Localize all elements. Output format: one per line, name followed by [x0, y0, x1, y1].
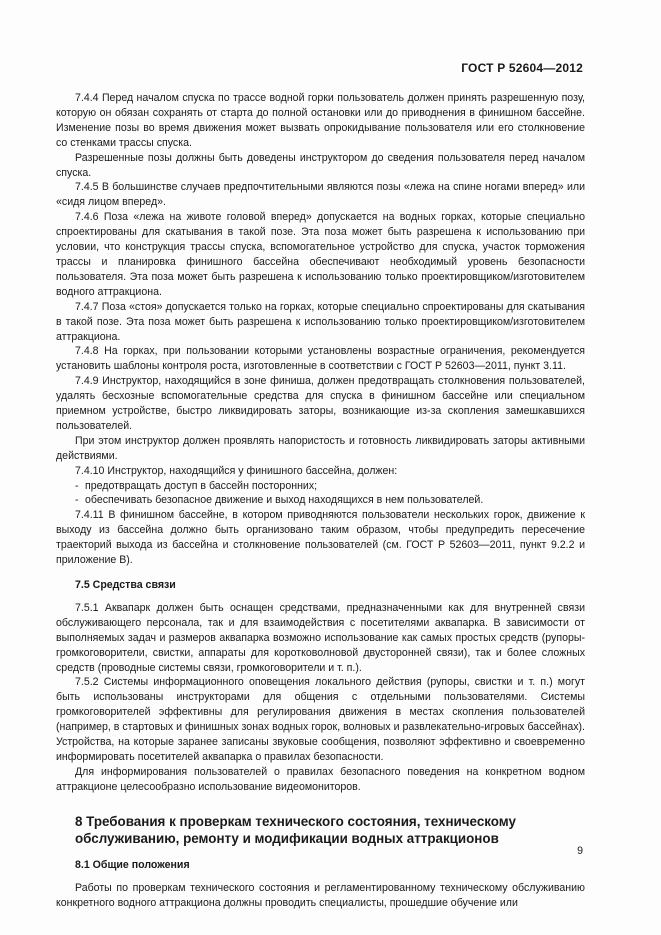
page-number: 9 [577, 845, 583, 857]
paragraph-allowed-poses: Разрешенные позы должны быть доведены инструктором до сведения пользователя перед началом спуска. [56, 151, 585, 179]
paragraph-7-4-5: 7.4.5 В большинстве случаев предпочтительными являются позы «лежа на спине ногами вперед» или «сидя лицом вперед». [56, 181, 585, 209]
subsection-heading-7-5: 7.5 Средства связи [75, 579, 176, 591]
page-content [56, 91, 585, 910]
paragraph-7-4-4: 7.4.4 Перед началом спуска по трассе водной горки пользователь должен принять разрешенную позу, которую он обязан сохранять от старта до полной остановки или до приводнения в финишном бассейне. Изменение позы во время движения может вызвать опрокидывание пользователя или его столкновение со стенками трассы спуска. [56, 92, 585, 149]
document-number-header: ГОСТ Р 52604—2012 [461, 61, 583, 75]
list-item [56, 493, 585, 508]
paragraph-7-5-1: 7.5.1 Аквапарк должен быть оснащен средствами, предназначенными как для внутренней связи обслуживающего персонала, так и для взаимодействия с посетителями аквапарка. В зависимости от выполняемых задач и размеров аквапарка возможно использование как самых простых средств (рупоры-громкоговорители, свистки, аппараты для коротковолновой двусторонней связи), так и более сложных средств (проводные системы связи, громкоговорители и т. п.). [56, 601, 585, 674]
section-heading-8-line2: обслуживанию, ремонту и модификации водных аттракционов [75, 831, 499, 847]
list-marker: - [75, 479, 79, 492]
paragraph-instructor-action: При этом инструктор должен проявлять напористость и готовность ликвидировать заторы активными действиями. [56, 434, 585, 462]
paragraph-video-monitors: Для информирования пользователей о правилах безопасного поведения на конкретном водном аттракционе целесообразно использование видеомониторов. [56, 765, 585, 793]
list-item-text: обеспечивать безопасное движение и выход находящихся в нем пользователей. [85, 494, 484, 507]
list-item [56, 479, 585, 494]
paragraph-7-4-11: 7.4.11 В финишном бассейне, в котором приводняются пользователи нескольких горок, движение к выходу из бассейна должно быть организовано таким образом, чтобы предупредить пересечение траекторий выхода из бассейна и столкновение пользователей (см. ГОСТ Р 52603—2011, пункт 9.2.2 и приложение В). [56, 509, 585, 567]
paragraph-7-4-10: 7.4.10 Инструктор, находящийся у финишного бассейна, должен: [75, 464, 398, 477]
paragraph-7-4-9: 7.4.9 Инструктор, находящийся в зоне финиша, должен предотвращать столкновения пользователей, удалять бесхозные вспомогательные средства для спуска в финишном бассейне или специальном приемном устройстве, быстро ликвидировать заторы, возникающие из-за скопления замешкавшихся пользователей. [56, 375, 585, 432]
paragraph-7-5-2: 7.5.2 Системы информационного оповещения локального действия (рупоры, свистки и т. п.) могут быть использованы инструкторами для общения с отдельными пользователями. Системы громкоговорителей эффективны для регулирования движения в местах скопления пользователей (например, в стартовых и финишных зонах водных горок, волновых и развлекательно-игровых бассейнах). Устройства, на которые заранее записаны звуковые сообщения, позволяют эффективно и своевременно информировать посетителей аквапарка о правилах безопасности. [56, 676, 585, 763]
paragraph-7-4-6: 7.4.6 Поза «лежа на животе головой вперед» допускается на водных горках, которые специально спроектированы для скатывания в такой позе. Эта поза может быть разрешена к использованию при условии, что конструкция трассы спуска, вспомогательное устройство для спуска, участок торможения трассы и планировка финишного бассейна обеспечивают необходимый уровень безопасности пользователя. Эта поза может быть разрешена к использованию только проектировщиком/изготовителем водного аттракциона. [56, 211, 585, 298]
paragraph-8-1: Работы по проверкам технического состояния и регламентированному техническому обслуживанию конкретного водного аттракциона должны проводить специалисты, прошедшие обучение или [56, 881, 585, 909]
subsection-heading-8-1: 8.1 Общие положения [75, 858, 190, 871]
list-marker: - [75, 494, 79, 507]
paragraph-7-4-8: 7.4.8 На горках, при пользовании которыми установлены возрастные ограничения, рекомендуется установить шаблоны контроля роста, изготовленные в соответствии с ГОСТ Р 52603—2011, пункт 3.11. [56, 345, 585, 373]
list-item-text: предотвращать доступ в бассейн посторонних; [85, 479, 318, 492]
paragraph-7-4-7: 7.4.7 Поза «стоя» допускается только на горках, которые специально спроектированы для скатывания в такой позе. Эта поза может быть разрешена к использованию только проектировщиком/изготовителем аттракциона. [56, 300, 585, 343]
section-heading-8-line1: 8 Требования к проверкам технического состояния, техническому [75, 813, 516, 829]
